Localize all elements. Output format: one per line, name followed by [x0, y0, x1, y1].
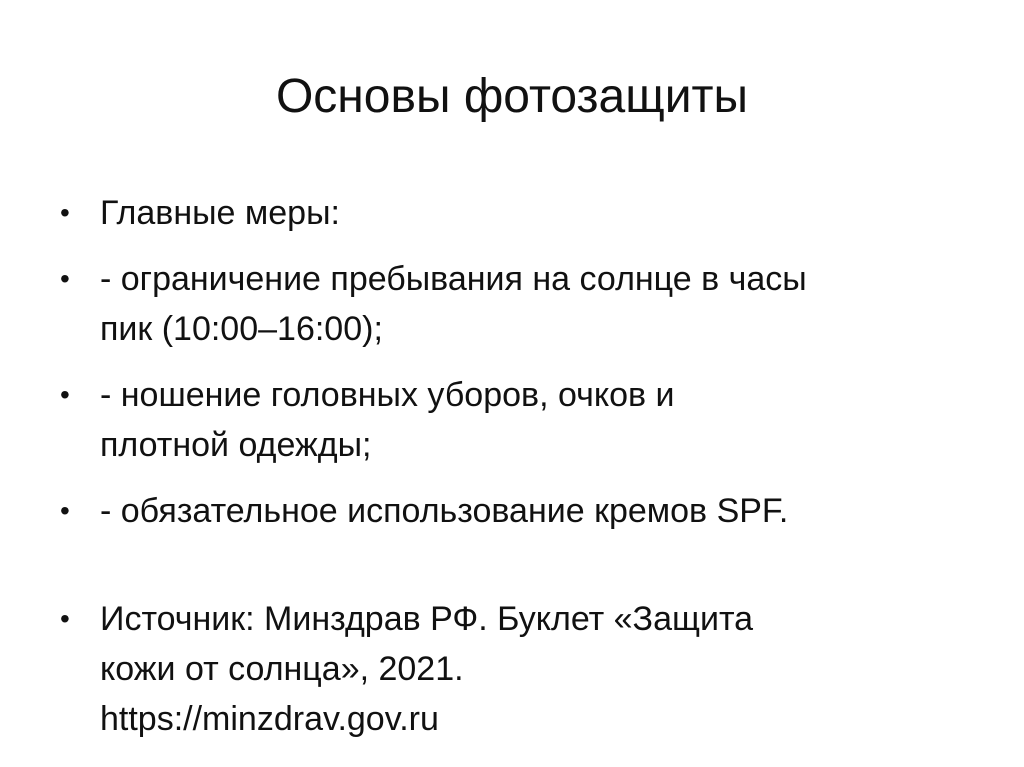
bullet-item-source — [60, 594, 980, 744]
bullet-dot-icon: • — [60, 495, 70, 526]
bullet-dot-icon: • — [60, 379, 70, 410]
bullet-item-main-measures — [60, 188, 980, 238]
bullet-dot-icon: • — [60, 263, 70, 294]
bullet-item-spf-cream — [60, 486, 980, 536]
bullet-item-limit-sun — [60, 254, 980, 354]
bullet-dot-icon: • — [60, 603, 70, 634]
bullet-text-source: Источник: Минздрав РФ. Буклет «Защита кожи от солнца», 2021. https://minzdrav.gov.ru — [100, 600, 754, 738]
slide-title: Основы фотозащиты — [275, 70, 749, 123]
bullet-text: Главные меры: — [100, 194, 340, 232]
bullet-text: - ограничение пребывания на солнце в часы пик (10:00–16:00); — [100, 260, 807, 348]
bullet-text: - обязательное использование кремов SPF. — [100, 492, 789, 530]
bullet-dot-icon: • — [60, 197, 70, 228]
bullet-item-clothing — [60, 370, 980, 470]
bullet-list — [60, 188, 980, 760]
bullet-text: - ношение головных уборов, очков и плотной одежды; — [100, 376, 675, 464]
